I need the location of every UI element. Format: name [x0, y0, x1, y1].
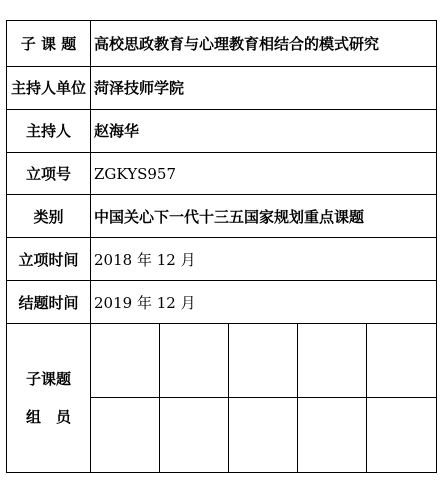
member-cell[interactable]: [91, 323, 160, 397]
label-subproject: 子 课 题: [7, 21, 91, 67]
member-cell[interactable]: [229, 323, 298, 397]
label-members: [7, 323, 91, 472]
member-cell[interactable]: [367, 398, 437, 473]
label-members-line1: 子课题: [25, 369, 71, 388]
label-end-date: 结题时间: [7, 281, 91, 324]
value-end-date: 2019 年 12 月: [91, 281, 437, 324]
value-project-number: ZGKYS957: [91, 152, 437, 195]
value-host-unit: 菏泽技师学院: [91, 66, 437, 109]
label-start-date: 立项时间: [7, 238, 91, 281]
project-info-table: [6, 20, 437, 473]
member-cell[interactable]: [229, 398, 298, 473]
member-cell[interactable]: [160, 323, 229, 397]
member-cell[interactable]: [298, 323, 367, 397]
row-host-unit: [7, 66, 437, 109]
row-category: [7, 195, 437, 238]
value-start-date: 2018 年 12 月: [91, 238, 437, 281]
label-host: 主持人: [7, 109, 91, 152]
row-members-1: [7, 323, 437, 397]
label-members-line2: 组 员: [25, 407, 71, 426]
value-host: 赵海华: [91, 109, 437, 152]
row-end-date: [7, 281, 437, 324]
row-host: [7, 109, 437, 152]
value-subproject: 高校思政教育与心理教育相结合的模式研究: [91, 21, 437, 67]
member-cell[interactable]: [160, 398, 229, 473]
row-subproject: [7, 21, 437, 67]
value-category: 中国关心下一代十三五国家规划重点课题: [91, 195, 437, 238]
row-start-date: [7, 238, 437, 281]
label-project-number: 立项号: [7, 152, 91, 195]
member-cell[interactable]: [298, 398, 367, 473]
label-host-unit: 主持人单位: [7, 66, 91, 109]
row-project-number: [7, 152, 437, 195]
label-category: 类别: [7, 195, 91, 238]
member-cell[interactable]: [367, 323, 437, 397]
member-cell[interactable]: [91, 398, 160, 473]
